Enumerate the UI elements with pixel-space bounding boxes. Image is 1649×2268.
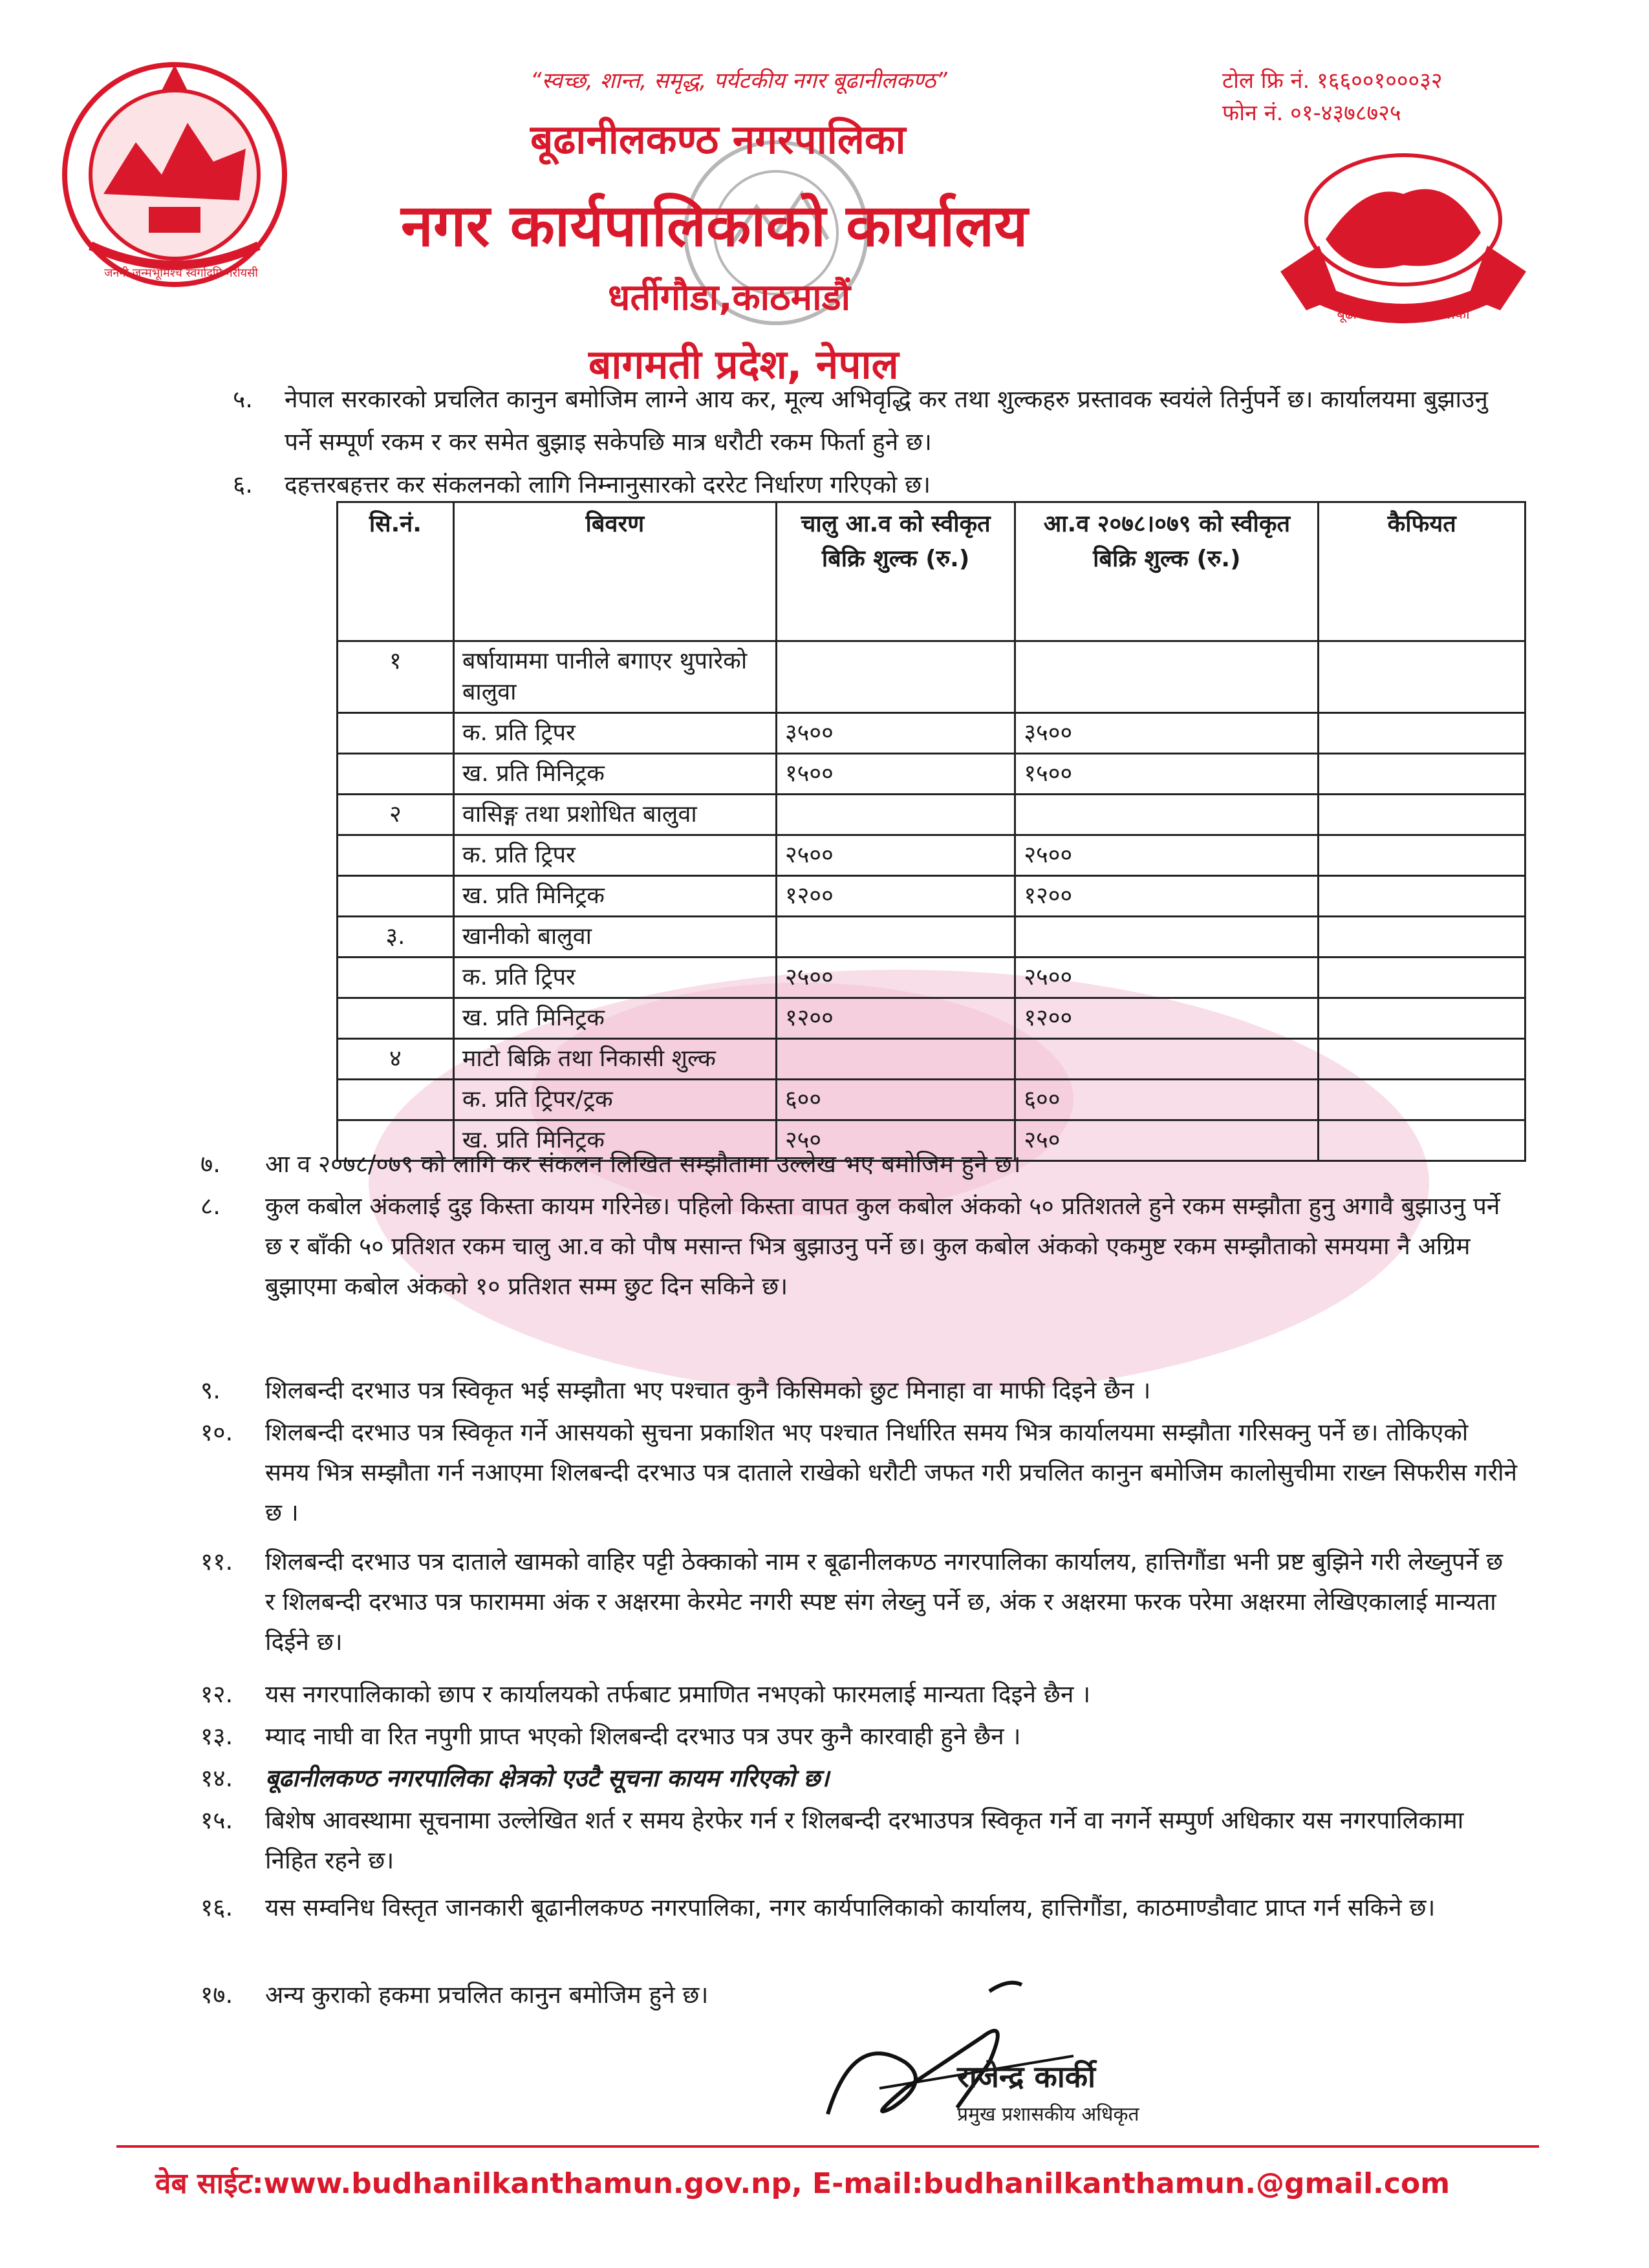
cell-remarks [1319, 876, 1525, 917]
cell-description: क. प्रति ट्रिपर/ट्रक [453, 1080, 776, 1120]
cell-current-fee: १२०० [776, 998, 1015, 1039]
cell-description: ख. प्रति मिनिट्रक [453, 754, 776, 795]
clause-text: यस नगरपालिकाको छाप र कार्यालयको तर्फबाट प्रमाणित नभएको फारमलाई मान्यता दिइने छैन । [265, 1680, 1091, 1708]
cell-remarks [1319, 795, 1525, 835]
cell-serial [338, 1080, 454, 1120]
cell-fy-fee [1015, 795, 1319, 835]
table-row [338, 1080, 1525, 1120]
clause-text: आ व २०७८/०७९ को लागि कर संकलन लिखित सम्झौतामा उल्लेख भए बमोजिम हुने छ। [265, 1150, 1021, 1178]
cell-fy-fee: १२०० [1015, 876, 1319, 917]
clause-13 [200, 1717, 1520, 1755]
header-description: बिवरण [453, 502, 776, 641]
cell-description: ख. प्रति मिनिट्रक [453, 1120, 776, 1161]
cell-remarks [1319, 1039, 1525, 1080]
cell-description: क. प्रति ट्रिपर [453, 713, 776, 754]
phone-number: फोन नं. ०१-४३७८७२५ [1222, 100, 1401, 126]
cell-description: माटो बिक्रि तथा निकासी शुल्क [453, 1039, 776, 1080]
office-location: धर्तीगौडा,काठमाडौं [608, 277, 851, 319]
cell-remarks [1319, 835, 1525, 876]
cell-description: बर्षायाममा पानीले बगाएर थुपारेको बालुवा [453, 641, 776, 713]
clause-11 [200, 1542, 1520, 1665]
clause-number: १६. [200, 1894, 233, 1921]
cell-remarks [1319, 957, 1525, 998]
cell-current-fee [776, 795, 1015, 835]
cell-remarks [1319, 998, 1525, 1039]
clause-5 [233, 378, 1520, 464]
cell-serial [338, 754, 454, 795]
cell-remarks [1319, 1080, 1525, 1120]
cell-serial [338, 835, 454, 876]
cell-description: ख. प्रति मिनिट्रक [453, 998, 776, 1039]
municipality-logo [1267, 142, 1539, 336]
footer-contact: वेब साईट:www.budhanilkanthamun.gov.np, E-mail:budhanilkanthamun.@gmail.com [155, 2167, 1450, 2200]
cell-remarks [1319, 754, 1525, 795]
cell-fy-fee: २५०० [1015, 957, 1319, 998]
slogan: “स्वच्छ, शान्त, समृद्ध, पर्यटकीय नगर बूढानीलकण्ठ” [530, 68, 947, 94]
nepal-emblem-logo [52, 52, 297, 297]
cell-description: खानीको बालुवा [453, 917, 776, 957]
cell-serial [338, 957, 454, 998]
cell-serial [338, 713, 454, 754]
cell-fy-fee [1015, 917, 1319, 957]
clause-number: ९. [200, 1376, 221, 1404]
contact-block [1222, 65, 1584, 129]
clause-text: म्याद नाघी वा रित नपुगी प्राप्त भएको शिलबन्दी दरभाउ पत्र उपर कुनै कारवाही हुने छैन । [265, 1722, 1021, 1750]
clause-14 [200, 1759, 1520, 1797]
table-header-row [338, 502, 1525, 641]
cell-description: क. प्रति ट्रिपर [453, 957, 776, 998]
clause-number: ७. [200, 1150, 221, 1178]
header-remarks: कैफियत [1319, 502, 1525, 641]
signatory-name: राजेन्द्र कार्की [957, 2059, 1095, 2094]
clause-number: १४. [200, 1764, 233, 1792]
clause-6 [233, 464, 1520, 506]
cell-serial: १ [338, 641, 454, 713]
clause-text: बिशेष आवस्थामा सूचनामा उल्लेखित शर्त र समय हेरफेर गर्न र शिलबन्दी दरभाउपत्र स्विकृत गर्ने वा नगर्ने सम्पुर्ण अधिकार यस नगरपालिकामा निहित रहने छ। [265, 1806, 1464, 1874]
toll-free-number: टोल फ्रि नं. १६६००१०००३२ [1222, 68, 1443, 94]
cell-current-fee: २५०० [776, 835, 1015, 876]
clause-15 [200, 1801, 1520, 1885]
table-row [338, 641, 1525, 713]
cell-current-fee: १५०० [776, 754, 1015, 795]
cell-fy-fee: १५०० [1015, 754, 1319, 795]
cell-fy-fee: २५०० [1015, 835, 1319, 876]
cell-current-fee: ६०० [776, 1080, 1015, 1120]
clause-number: १५. [200, 1806, 233, 1834]
table-row [338, 754, 1525, 795]
header-current-fee: चालु आ.व को स्वीकृत बिक्रि शुल्क (रु.) [776, 502, 1015, 641]
cell-serial: ४ [338, 1039, 454, 1080]
cell-current-fee: ३५०० [776, 713, 1015, 754]
municipality-name: बूढानीलकण्ठ नगरपालिका [530, 116, 906, 163]
cell-remarks [1319, 713, 1525, 754]
clause-9 [200, 1371, 1520, 1409]
header-fy-fee: आ.व २०७८।०७९ को स्वीकृत बिक्रि शुल्क (रु.) [1015, 502, 1319, 641]
footer-divider [116, 2145, 1539, 2148]
clause-text: कुल कबोल अंकलाई दुइ किस्ता कायम गरिनेछ। पहिलो किस्ता वापत कुल कबोल अंकको ५० प्रतिशतले हुने रकम सम्झौता हुनु अगावै बुझाउनु पर्ने छ र बाँकी ५० प्रतिशत रकम चालु आ.व को पौष मसान्त भित्र बुझाउनु पर्ने छ। कुल कबोल अंकको एकमुष्ट रकम सम्झौताको समयमा नै अग्रिम बुझाएमा कबोल अंकको १० प्रतिशत सम्म छुट दिन सकिने छ। [265, 1192, 1500, 1300]
clause-number: १७. [200, 1981, 233, 2009]
cell-fy-fee: ३५०० [1015, 713, 1319, 754]
cell-current-fee [776, 641, 1015, 713]
cell-fy-fee: १२०० [1015, 998, 1319, 1039]
table-row [338, 876, 1525, 917]
table-row [338, 835, 1525, 876]
clause-7 [200, 1144, 1520, 1183]
table-row [338, 1039, 1525, 1080]
emblem-motto: जननी जन्मभूमिश्च स्वर्गादपि गरीयसी [104, 266, 258, 280]
office-name: नगर कार्यपालिकाको कार्यालय [401, 192, 1028, 260]
table-row [338, 917, 1525, 957]
province-name: बागमती प्रदेश, नेपाल [588, 341, 899, 388]
table-row [338, 795, 1525, 835]
municipality-logo-text: बूढानीलकण्ठ नगरपालिका [1337, 306, 1470, 323]
clause-number: ६. [233, 471, 253, 498]
cell-serial [338, 876, 454, 917]
cell-fy-fee [1015, 1039, 1319, 1080]
cell-description: ख. प्रति मिनिट्रक [453, 876, 776, 917]
clause-number: ११. [200, 1548, 233, 1576]
cell-fy-fee: ६०० [1015, 1080, 1319, 1120]
clause-8 [200, 1186, 1520, 1348]
clause-text: शिलबन्दी दरभाउ पत्र स्विकृत गर्ने आसयको सुचना प्रकाशित भए पश्चात निर्धारित समय भित्र कार्यालयमा सम्झौता गरिसक्नु पर्ने छ। तोकिएको समय भित्र सम्झौता गर्न नआएमा शिलबन्दी दरभाउ पत्र दाताले राखेको धरौटी जफत गरी प्रचलित कानुन बमोजिम कालोसुचीमा राख्न सिफरीस गरीने छ । [265, 1418, 1518, 1526]
clause-text: दहत्तरबहत्तर कर संकलनको लागि निम्नानुसारको दररेट निर्धारण गरिएको छ। [285, 471, 931, 498]
cell-remarks [1319, 641, 1525, 713]
clause-number: १२. [200, 1680, 233, 1708]
cell-serial: २ [338, 795, 454, 835]
clause-text: बूढानीलकण्ठ नगरपालिका क्षेत्रको एउटै सूचना कायम गरिएको छ। [265, 1764, 830, 1792]
clause-12 [200, 1674, 1520, 1713]
cell-current-fee: १२०० [776, 876, 1015, 917]
table-row [338, 957, 1525, 998]
cell-serial: ३. [338, 917, 454, 957]
cell-current-fee: २५० [776, 1120, 1015, 1161]
cell-fy-fee [1015, 641, 1319, 713]
cell-remarks [1319, 917, 1525, 957]
clause-text: शिलबन्दी दरभाउ पत्र स्विकृत भई सम्झौता भए पश्चात कुनै किसिमको छुट मिनाहा वा माफी दिइने छैन । [265, 1376, 1151, 1404]
cell-current-fee [776, 917, 1015, 957]
clause-text: नेपाल सरकारको प्रचलित कानुन बमोजिम लाग्ने आय कर, मूल्य अभिवृद्धि कर तथा शुल्कहरु प्रस्तावक स्वयंले तिर्नुपर्ने छ। कार्यालयमा बुझाउनु पर्ने सम्पूर्ण रकम र कर समेत बुझाइ सकेपछि मात्र धरौटी रकम फिर्ता हुने छ। [285, 385, 1488, 456]
cell-description: वासिङ्ग तथा प्रशोधित बालुवा [453, 795, 776, 835]
cell-fy-fee: २५० [1015, 1120, 1319, 1161]
signatory-title: प्रमुख प्रशासकीय अधिकृत [957, 2103, 1139, 2126]
clause-number: १०. [200, 1418, 233, 1446]
clause-text: अन्य कुराको हकमा प्रचलित कानुन बमोजिम हुने छ। [265, 1981, 709, 2009]
table-row [338, 713, 1525, 754]
clause-number: ८. [200, 1192, 221, 1220]
clause-text: शिलबन्दी दरभाउ पत्र दाताले खामको वाहिर पट्टी ठेक्काको नाम र बूढानीलकण्ठ नगरपालिका कार्यालय, हात्तिगौंडा भनी प्रष्ट बुझिने गरी लेख्नुपर्ने छ र शिलबन्दी दरभाउ पत्र फाराममा अंक र अक्षरमा केरमेट नगरी स्पष्ट संग लेख्नु पर्ने छ, अंक र अक्षरमा फरक परेमा अक्षरमा लेखिएकालाई मान्यता दिईने छ। [265, 1548, 1503, 1656]
cell-description: क. प्रति ट्रिपर [453, 835, 776, 876]
cell-serial [338, 998, 454, 1039]
clause-text: यस सम्वनिध विस्तृत जानकारी बूढानीलकण्ठ नगरपालिका, नगर कार्यपालिकाको कार्यालय, हात्तिगौंडा, काठमाण्डौवाट प्राप्त गर्न सकिने छ। [265, 1894, 1436, 1921]
fee-rate-table [336, 501, 1526, 1162]
table-row [338, 998, 1525, 1039]
cell-current-fee [776, 1039, 1015, 1080]
header-serial: सि.नं. [338, 502, 454, 641]
clause-10 [200, 1413, 1520, 1535]
clause-number: १३. [200, 1722, 233, 1750]
cell-current-fee: २५०० [776, 957, 1015, 998]
clause-number: ५. [233, 385, 253, 413]
